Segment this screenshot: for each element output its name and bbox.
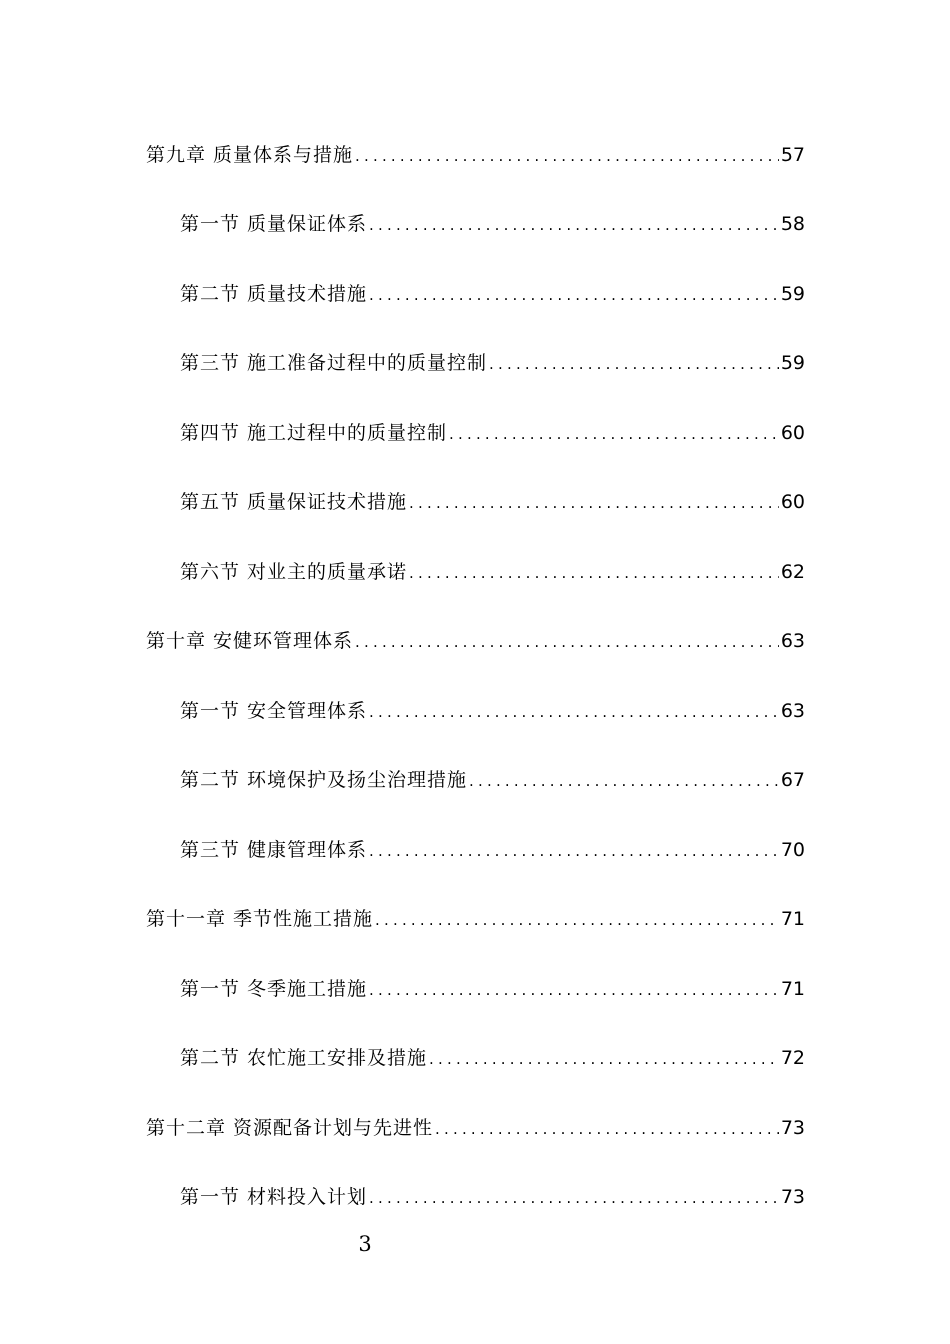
toc-entry-chapter-10[interactable] <box>146 622 805 652</box>
toc-leader-dots <box>355 149 779 166</box>
toc-title: 第九章 质量体系与措施 <box>146 144 354 166</box>
toc-title: 第一节 安全管理体系 <box>180 700 368 722</box>
toc-leader-dots <box>369 288 779 305</box>
toc-title: 第二节 质量技术措施 <box>180 283 368 305</box>
toc-title: 第五节 质量保证技术措施 <box>180 491 408 513</box>
toc-leader-dots <box>369 705 779 722</box>
toc-page-number: 71 <box>780 978 805 1000</box>
toc-entry-section[interactable] <box>180 414 805 444</box>
toc-entry-section[interactable] <box>180 205 805 235</box>
toc-entry-chapter-11[interactable] <box>146 900 805 930</box>
toc-leader-dots <box>369 844 779 861</box>
toc-page-number: 71 <box>780 908 805 930</box>
toc-entry-section[interactable] <box>180 553 805 583</box>
toc-page-number: 60 <box>780 422 805 444</box>
toc-title: 第十一章 季节性施工措施 <box>146 908 374 930</box>
toc-leader-dots <box>369 1191 779 1208</box>
toc-entry-section[interactable] <box>180 692 805 722</box>
toc-page-number: 57 <box>780 144 805 166</box>
toc-title: 第二节 环境保护及扬尘治理措施 <box>180 769 468 791</box>
toc-entry-chapter-12[interactable] <box>146 1109 805 1139</box>
toc-page-number: 63 <box>780 630 805 652</box>
toc-page-number: 63 <box>780 700 805 722</box>
toc-entry-section[interactable] <box>180 483 805 513</box>
toc-title: 第六节 对业主的质量承诺 <box>180 561 408 583</box>
toc-title: 第十二章 资源配备计划与先进性 <box>146 1117 434 1139</box>
toc-page-number: 59 <box>780 352 805 374</box>
toc-leader-dots <box>375 913 779 930</box>
toc-title: 第四节 施工过程中的质量控制 <box>180 422 448 444</box>
toc-title: 第三节 施工准备过程中的质量控制 <box>180 352 488 374</box>
toc-entry-section[interactable] <box>180 761 805 791</box>
toc-page-number: 62 <box>780 561 805 583</box>
toc-leader-dots <box>369 218 779 235</box>
page-footer-number: 3 <box>358 1232 372 1256</box>
toc-page-number: 58 <box>780 213 805 235</box>
toc-entry-section[interactable] <box>180 344 805 374</box>
toc-entry-section[interactable] <box>180 275 805 305</box>
toc-leader-dots <box>429 1052 779 1069</box>
toc-page-number: 59 <box>780 283 805 305</box>
toc-entry-section[interactable] <box>180 831 805 861</box>
toc-entry-section[interactable] <box>180 1178 805 1208</box>
toc-page-number: 60 <box>780 491 805 513</box>
toc-leader-dots <box>435 1122 779 1139</box>
toc-title: 第一节 冬季施工措施 <box>180 978 368 1000</box>
toc-leader-dots <box>409 496 779 513</box>
toc-entry-section[interactable] <box>180 1039 805 1069</box>
toc-page-number: 72 <box>780 1047 805 1069</box>
toc-page-number: 73 <box>780 1186 805 1208</box>
toc-title: 第十章 安健环管理体系 <box>146 630 354 652</box>
toc-entry-chapter-9[interactable] <box>146 136 805 166</box>
toc-leader-dots <box>489 357 779 374</box>
toc-leader-dots <box>449 427 779 444</box>
toc-page-number: 67 <box>780 769 805 791</box>
toc-entry-section[interactable] <box>180 970 805 1000</box>
toc-title: 第二节 农忙施工安排及措施 <box>180 1047 428 1069</box>
toc-page-number: 70 <box>780 839 805 861</box>
toc-title: 第一节 质量保证体系 <box>180 213 368 235</box>
toc-title: 第一节 材料投入计划 <box>180 1186 368 1208</box>
toc-leader-dots <box>369 983 779 1000</box>
toc-leader-dots <box>355 635 779 652</box>
toc-page-number: 73 <box>780 1117 805 1139</box>
toc-title: 第三节 健康管理体系 <box>180 839 368 861</box>
toc-leader-dots <box>409 566 779 583</box>
toc-leader-dots <box>469 774 779 791</box>
